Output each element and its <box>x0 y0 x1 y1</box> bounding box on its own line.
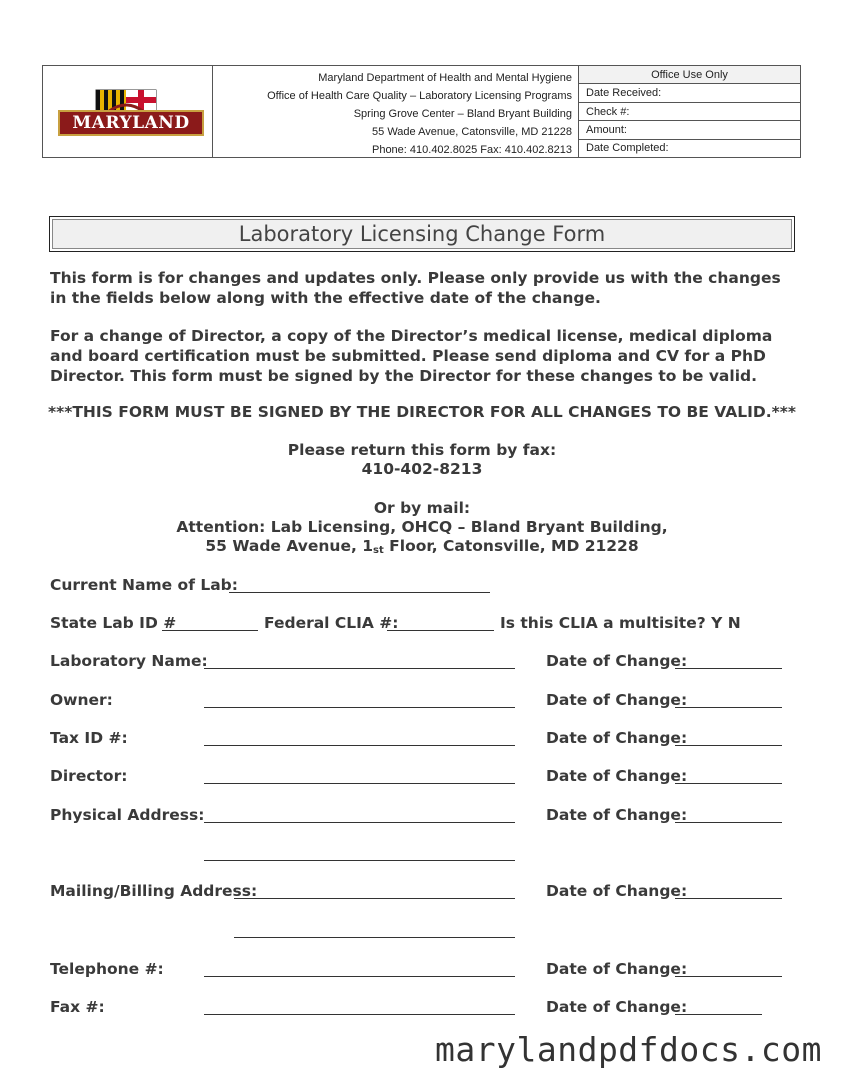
state-lab-id-input[interactable] <box>162 630 258 631</box>
owner-label: Owner: <box>50 691 113 709</box>
address-line: Spring Grove Center – Bland Bryant Building <box>353 108 572 120</box>
form-title: Laboratory Licensing Change Form <box>49 216 795 252</box>
mail-street <box>0 537 844 559</box>
mailing-address-input[interactable] <box>234 898 515 899</box>
amount-field[interactable]: Amount: <box>579 121 800 139</box>
watermark: marylandpdfdocs.com <box>435 1030 822 1069</box>
address-line: 55 Wade Avenue, Catonsville, MD 21228 <box>372 126 572 138</box>
laboratory-name-label: Laboratory Name: <box>50 652 208 670</box>
address-line: Phone: 410.402.8025 Fax: 410.402.8213 <box>371 144 572 156</box>
multisite-question[interactable]: Is this CLIA a multisite? Y N <box>500 614 741 632</box>
date-of-change-input[interactable] <box>675 976 782 977</box>
signature-warning: ***THIS FORM MUST BE SIGNED BY THE DIRECTOR FOR ALL CHANGES TO BE VALID.*** <box>48 403 796 421</box>
date-of-change-label: Date of Change: <box>546 729 688 747</box>
date-of-change-label: Date of Change: <box>546 998 688 1016</box>
state-lab-id-label: State Lab ID # <box>50 614 177 632</box>
tax-id-input[interactable] <box>204 745 515 746</box>
mail-street-post: Floor, Catonsville, MD 21228 <box>383 537 639 555</box>
date-of-change-input[interactable] <box>675 745 782 746</box>
tax-id-label: Tax ID #: <box>50 729 128 747</box>
date-of-change-label: Date of Change: <box>546 691 688 709</box>
fax-label-field: Fax #: <box>50 998 105 1016</box>
owner-input[interactable] <box>204 707 515 708</box>
mail-street-sup: st <box>373 545 384 556</box>
date-of-change-label: Date of Change: <box>546 767 688 785</box>
mail-attention: Attention: Lab Licensing, OHCQ – Bland Bryant Building, <box>176 518 668 536</box>
date-of-change-input[interactable] <box>675 783 782 784</box>
logo-wordmark <box>58 110 204 136</box>
director-label: Director: <box>50 767 128 785</box>
mailing-address-input-line-2[interactable] <box>234 937 515 938</box>
office-use-table <box>579 66 800 157</box>
logo-cell <box>43 66 213 157</box>
physical-address-input-line-2[interactable] <box>204 860 515 861</box>
mail-label: Or by mail: <box>373 499 471 517</box>
date-of-change-label: Date of Change: <box>546 960 688 978</box>
date-of-change-label: Date of Change: <box>546 652 688 670</box>
fax-input[interactable] <box>204 1014 515 1015</box>
mailing-address-label: Mailing/Billing Address: <box>50 882 258 900</box>
fax-number: 410-402-8213 <box>361 460 483 478</box>
date-of-change-label: Date of Change: <box>546 882 688 900</box>
date-of-change-input[interactable] <box>675 822 782 823</box>
current-name-label: Current Name of Lab: <box>50 576 238 594</box>
current-name-input[interactable] <box>229 592 490 593</box>
physical-address-input[interactable] <box>204 822 515 823</box>
fax-label: Please return this form by fax: <box>287 441 557 459</box>
date-of-change-input[interactable] <box>675 707 782 708</box>
federal-clia-label: Federal CLIA #: <box>264 614 399 632</box>
intro-paragraph-1: This form is for changes and updates only. Please only provide us with the changes in the fields below along with the effective date of the change. <box>50 269 781 307</box>
telephone-input[interactable] <box>204 976 515 977</box>
office-use-title: Office Use Only <box>579 66 800 84</box>
logo-text: MARYLAND <box>72 113 190 133</box>
date-of-change-input[interactable] <box>675 1014 762 1015</box>
telephone-label: Telephone #: <box>50 960 164 978</box>
mail-street-pre: 55 Wade Avenue, 1 <box>205 537 374 555</box>
address-line: Maryland Department of Health and Mental Hygiene <box>318 72 572 84</box>
date-completed-field[interactable]: Date Completed: <box>586 142 669 155</box>
federal-clia-input[interactable] <box>387 630 494 631</box>
date-of-change-label: Date of Change: <box>546 806 688 824</box>
header-table <box>42 65 801 158</box>
address-block <box>213 66 579 157</box>
date-of-change-input[interactable] <box>675 668 782 669</box>
physical-address-label: Physical Address: <box>50 806 205 824</box>
intro-paragraph-2: For a change of Director, a copy of the Director’s medical license, medical diploma and board certification must be submitted. Please send diploma and CV for a PhD Director. This form must be signed by the Director for these changes to be valid. <box>50 327 773 385</box>
director-input[interactable] <box>204 783 515 784</box>
laboratory-name-input[interactable] <box>204 668 515 669</box>
date-received-field[interactable]: Date Received: <box>579 84 800 102</box>
date-of-change-input[interactable] <box>675 898 782 899</box>
check-number-field[interactable]: Check #: <box>579 103 800 121</box>
address-line: Office of Health Care Quality – Laboratory Licensing Programs <box>267 90 572 102</box>
